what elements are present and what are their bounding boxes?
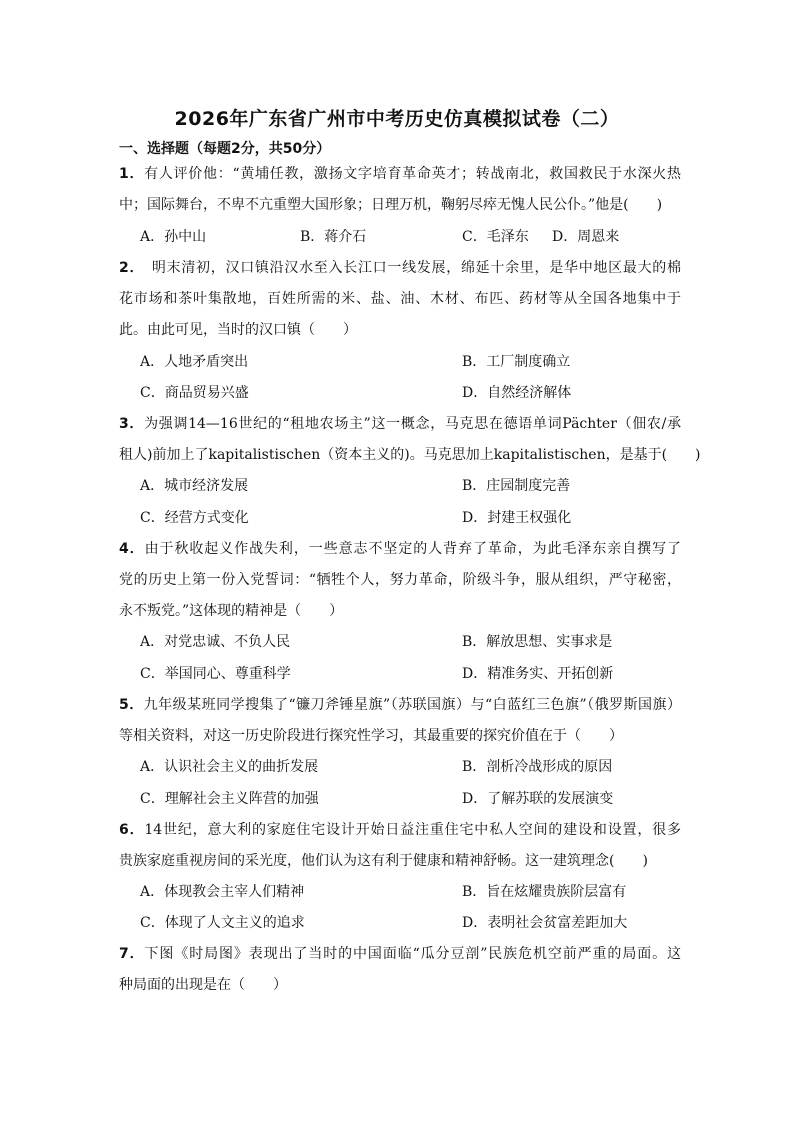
q1-option-b: B．蒋介石 (300, 229, 367, 245)
q5-line-1: 5．九年级某班同学搜集了“镰刀斧锤星旗”（苏联国旗）与“白蓝红三色旗”（俄罗斯国旗） (119, 697, 681, 713)
q1-line-1: 1．有人评价他：“黄埔任教，激扬文字培育革命英才；转战南北，救国救民于水深火热 (119, 166, 681, 182)
q4-option-d: D．精准务实、开拓创新 (462, 666, 614, 682)
q1-option-a: A．孙中山 (140, 229, 207, 245)
q6-option-c: C．体现了人文主义的追求 (140, 915, 305, 931)
q5-option-c: C．理解社会主义阵营的加强 (140, 791, 319, 807)
q6-line-2: 贵族家庭重视房间的采光度，他们认为这有利于健康和精神舒畅。这一建筑理念( ) (119, 853, 648, 869)
q3-line-2: 租人)前加上了kapitalistischen（资本主义的)。马克思加上kapitalistischen，是基于( ) (119, 447, 701, 463)
q1-line-2: 中；国际舞台，不卑不亢重塑大国形象；日理万机，鞠躬尽瘁无愧人民公仆。”他是( ) (119, 197, 663, 213)
q4-line-2: 党的历史上第一份入党誓词：“牺牲个人，努力革命，阶级斗争，服从组织，严守秘密， (119, 572, 681, 588)
q5-number: 5． (119, 697, 144, 713)
q7-number: 7． (119, 946, 145, 962)
q1-number: 1． (119, 166, 145, 182)
q3-option-b: B．庄园制度完善 (462, 478, 571, 494)
q4-line-1: 4．由于秋收起义作战失利，一些意志不坚定的人背弃了革命，为此毛泽东亲自撰写了 (119, 541, 681, 557)
q2-option-b: B．工厂制度确立 (462, 354, 571, 370)
q6-number: 6． (119, 822, 145, 838)
q7-line-2: 种局面的出现是在（ ） (119, 977, 287, 993)
q5-option-a: A．认识社会主义的曲折发展 (140, 759, 319, 775)
q3-option-a: A．城市经济发展 (140, 478, 249, 494)
q4-option-b: B．解放思想、实事求是 (462, 634, 613, 650)
q4-line-3: 永不叛党。”这体现的精神是（ ） (119, 603, 344, 619)
q5-line-2: 等相关资料，对这一历史阶段进行探究性学习，其最重要的探究价值在于（ ） (119, 728, 623, 744)
q5-option-d: D．了解苏联的发展演变 (462, 791, 614, 807)
exam-title: 2026年广东省广州市中考历史仿真模拟试卷（二） (174, 108, 620, 130)
q2-option-a: A．人地矛盾突出 (140, 354, 249, 370)
q3-option-c: C．经营方式变化 (140, 510, 249, 526)
q4-option-a: A．对党忠诚、不负人民 (140, 634, 291, 650)
q4-number: 4． (119, 541, 145, 557)
q2-option-d: D．自然经济解体 (462, 385, 572, 401)
q6-line-1: 6．14世纪，意大利的家庭住宅设计开始日益注重住宅中私人空间的建设和设置，很多 (119, 822, 681, 838)
q2-line-1: 2． 明末清初，汉口镇沿汉水至入长江口一线发展，绵延十余里，是华中地区最大的棉 (119, 260, 682, 276)
q2-line-2: 花市场和茶叶集散地，百姓所需的米、盐、油、木材、布匹、药材等从全国各地集中于 (119, 291, 681, 307)
q2-option-c: C．商品贸易兴盛 (140, 385, 249, 401)
section-heading: 一、选择题（每题2分，共50分） (119, 141, 331, 157)
q4-option-c: C．举国同心、尊重科学 (140, 666, 291, 682)
q7-line-1: 7．下图《时局图》表现出了当时的中国面临“瓜分豆剖”民族危机空前严重的局面。这 (119, 946, 681, 962)
q1-option-c: C．毛泽东 (462, 229, 529, 245)
q2-number: 2． (119, 260, 138, 276)
q6-option-d: D．表明社会贫富差距加大 (462, 915, 628, 931)
q3-option-d: D．封建王权强化 (462, 510, 572, 526)
q5-option-b: B．剖析冷战形成的原因 (462, 759, 613, 775)
q6-option-b: B．旨在炫耀贵族阶层富有 (462, 884, 627, 900)
q3-number: 3． (119, 416, 145, 432)
q6-option-a: A．体现教会主宰人们精神 (140, 884, 305, 900)
q2-line-3: 此。由此可见，当时的汉口镇（ ） (119, 322, 357, 338)
q1-option-d: D．周恩来 (552, 229, 620, 245)
q3-line-1: 3．为强调14—16世纪的“租地农场主”这一概念，马克思在德语单词Pächter（佃农/承 (119, 416, 681, 432)
